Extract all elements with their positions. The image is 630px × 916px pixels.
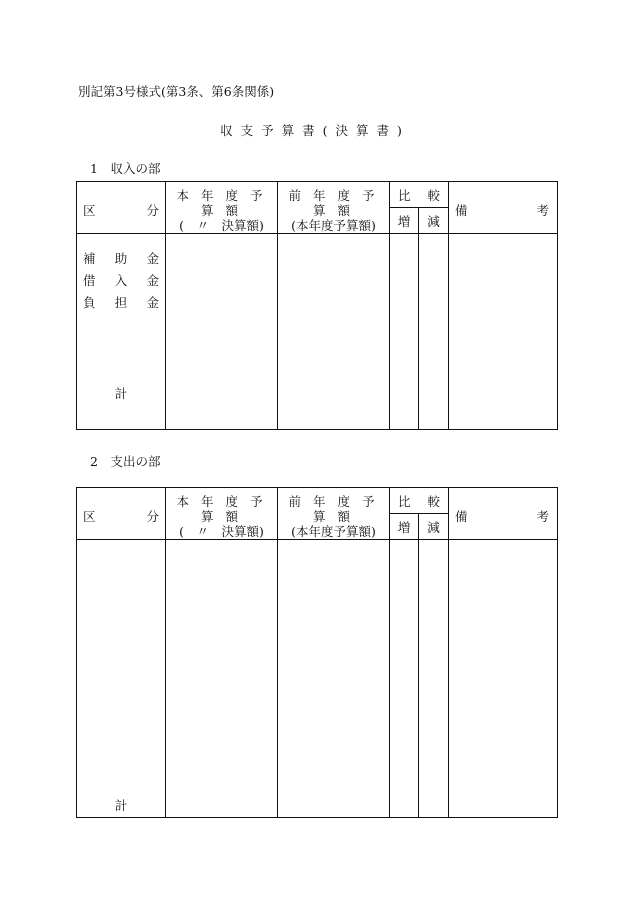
header-previous-budget-line2: (本年度予算額): [291, 218, 376, 233]
header-comparison-left: 比: [398, 494, 411, 509]
header-previous-budget: [278, 182, 390, 234]
item-char: 金: [146, 251, 159, 266]
header-comparison: [390, 488, 449, 514]
header-remarks-left: 備: [455, 509, 468, 524]
header-kubun-right: 分: [146, 509, 159, 524]
item-char: 入: [114, 273, 128, 288]
header-increase: 増: [390, 208, 419, 234]
header-kubun-left: 区: [83, 203, 96, 218]
income-item-contribution: [83, 293, 159, 311]
income-total-label: 計: [114, 386, 128, 401]
item-char: 金: [146, 295, 159, 310]
section-heading-expenditure: 2 支出の部: [90, 454, 161, 469]
income-item-subsidy: [83, 249, 159, 267]
income-decrease-cell: [419, 234, 449, 430]
header-comparison-right: 較: [427, 188, 440, 203]
header-current-budget: [166, 488, 278, 540]
item-char: 助: [114, 251, 128, 266]
item-char: 借: [83, 273, 96, 288]
expenditure-total-label: 計: [114, 798, 128, 813]
header-current-budget-line2: ( 〃 決算額): [179, 524, 264, 539]
income-previous-budget-cell: [278, 234, 390, 430]
income-table: [76, 181, 558, 430]
expenditure-items-cell: [77, 540, 166, 818]
header-previous-budget-line1: 前 年 度 予 算 額: [288, 494, 379, 524]
header-remarks-right: 考: [536, 509, 549, 524]
income-remarks-cell: [449, 234, 558, 430]
header-comparison-right: 較: [427, 494, 440, 509]
header-kubun-right: 分: [146, 203, 159, 218]
header-kubun: [77, 488, 166, 540]
header-remarks: [449, 488, 558, 540]
item-char: 担: [114, 295, 128, 310]
income-items-cell: [77, 234, 166, 430]
section-heading-income: 1 収入の部: [90, 161, 161, 176]
document-title: 収支予算書(決算書): [220, 123, 410, 138]
header-previous-budget-line2: (本年度予算額): [291, 524, 376, 539]
header-current-budget-line1: 本 年 度 予 算 額: [176, 188, 267, 218]
header-current-budget: [166, 182, 278, 234]
expenditure-remarks-cell: [449, 540, 558, 818]
header-current-budget-line1: 本 年 度 予 算 額: [176, 494, 267, 524]
income-increase-cell: [390, 234, 419, 430]
header-increase: 増: [390, 514, 419, 540]
header-remarks-left: 備: [455, 203, 468, 218]
item-char: 金: [146, 273, 159, 288]
header-current-budget-line2: ( 〃 決算額): [179, 218, 264, 233]
header-decrease: 減: [419, 514, 449, 540]
item-char: 補: [83, 251, 96, 266]
expenditure-table: [76, 487, 558, 818]
expenditure-increase-cell: [390, 540, 419, 818]
income-item-loan: [83, 271, 159, 289]
item-char: 負: [83, 295, 96, 310]
header-previous-budget: [278, 488, 390, 540]
header-comparison-left: 比: [398, 188, 411, 203]
header-kubun: [77, 182, 166, 234]
header-remarks-right: 考: [536, 203, 549, 218]
header-comparison: [390, 182, 449, 208]
income-current-budget-cell: [166, 234, 278, 430]
expenditure-decrease-cell: [419, 540, 449, 818]
expenditure-current-budget-cell: [166, 540, 278, 818]
header-previous-budget-line1: 前 年 度 予 算 額: [288, 188, 379, 218]
header-remarks: [449, 182, 558, 234]
expenditure-previous-budget-cell: [278, 540, 390, 818]
form-label: 別記第3号様式(第3条、第6条関係): [78, 84, 275, 99]
header-decrease: 減: [419, 208, 449, 234]
header-kubun-left: 区: [83, 509, 96, 524]
